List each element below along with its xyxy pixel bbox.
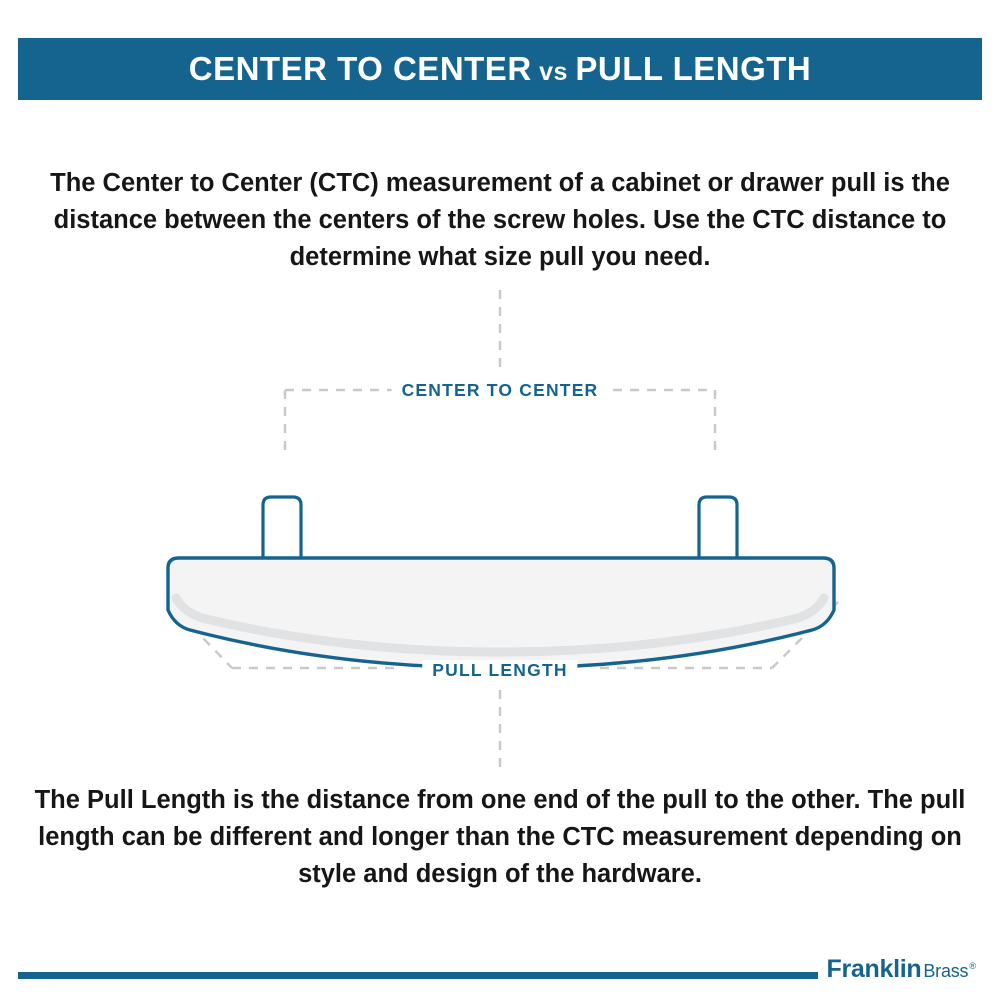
brand-name-primary: Franklin [826, 955, 922, 983]
pull-bar [168, 558, 834, 668]
page-title [189, 50, 812, 88]
top-description-text: The Center to Center (CTC) measurement of a cabinet or drawer pull is the distance between the centers of the screw holes. Use the CTC distance to determine what size pull you need. [50, 169, 950, 271]
ctc-dimension-lines [285, 290, 715, 455]
header-banner [18, 38, 982, 100]
page-title-part2: PULL LENGTH [575, 50, 812, 87]
page-title-part1: CENTER TO CENTER [188, 50, 532, 87]
page-title-vs: vs [531, 58, 576, 86]
footer-divider [18, 972, 818, 979]
brand-name-secondary: Brass [923, 961, 969, 981]
pull-measurement-diagram [0, 280, 1000, 780]
brand-logo [827, 955, 977, 984]
left-mounting-post [263, 497, 301, 565]
brand-trademark-symbol: ® [969, 961, 976, 971]
pull-length-label: PULL LENGTH [422, 660, 577, 681]
right-mounting-post [699, 497, 737, 565]
bottom-description-text: The Pull Length is the distance from one end of the pull to the other. The pull length can be different and longer than the CTC measurement depending on style and design of the hardware. [34, 786, 966, 888]
pull-illustration [0, 280, 1000, 780]
center-to-center-label: CENTER TO CENTER [392, 380, 609, 401]
